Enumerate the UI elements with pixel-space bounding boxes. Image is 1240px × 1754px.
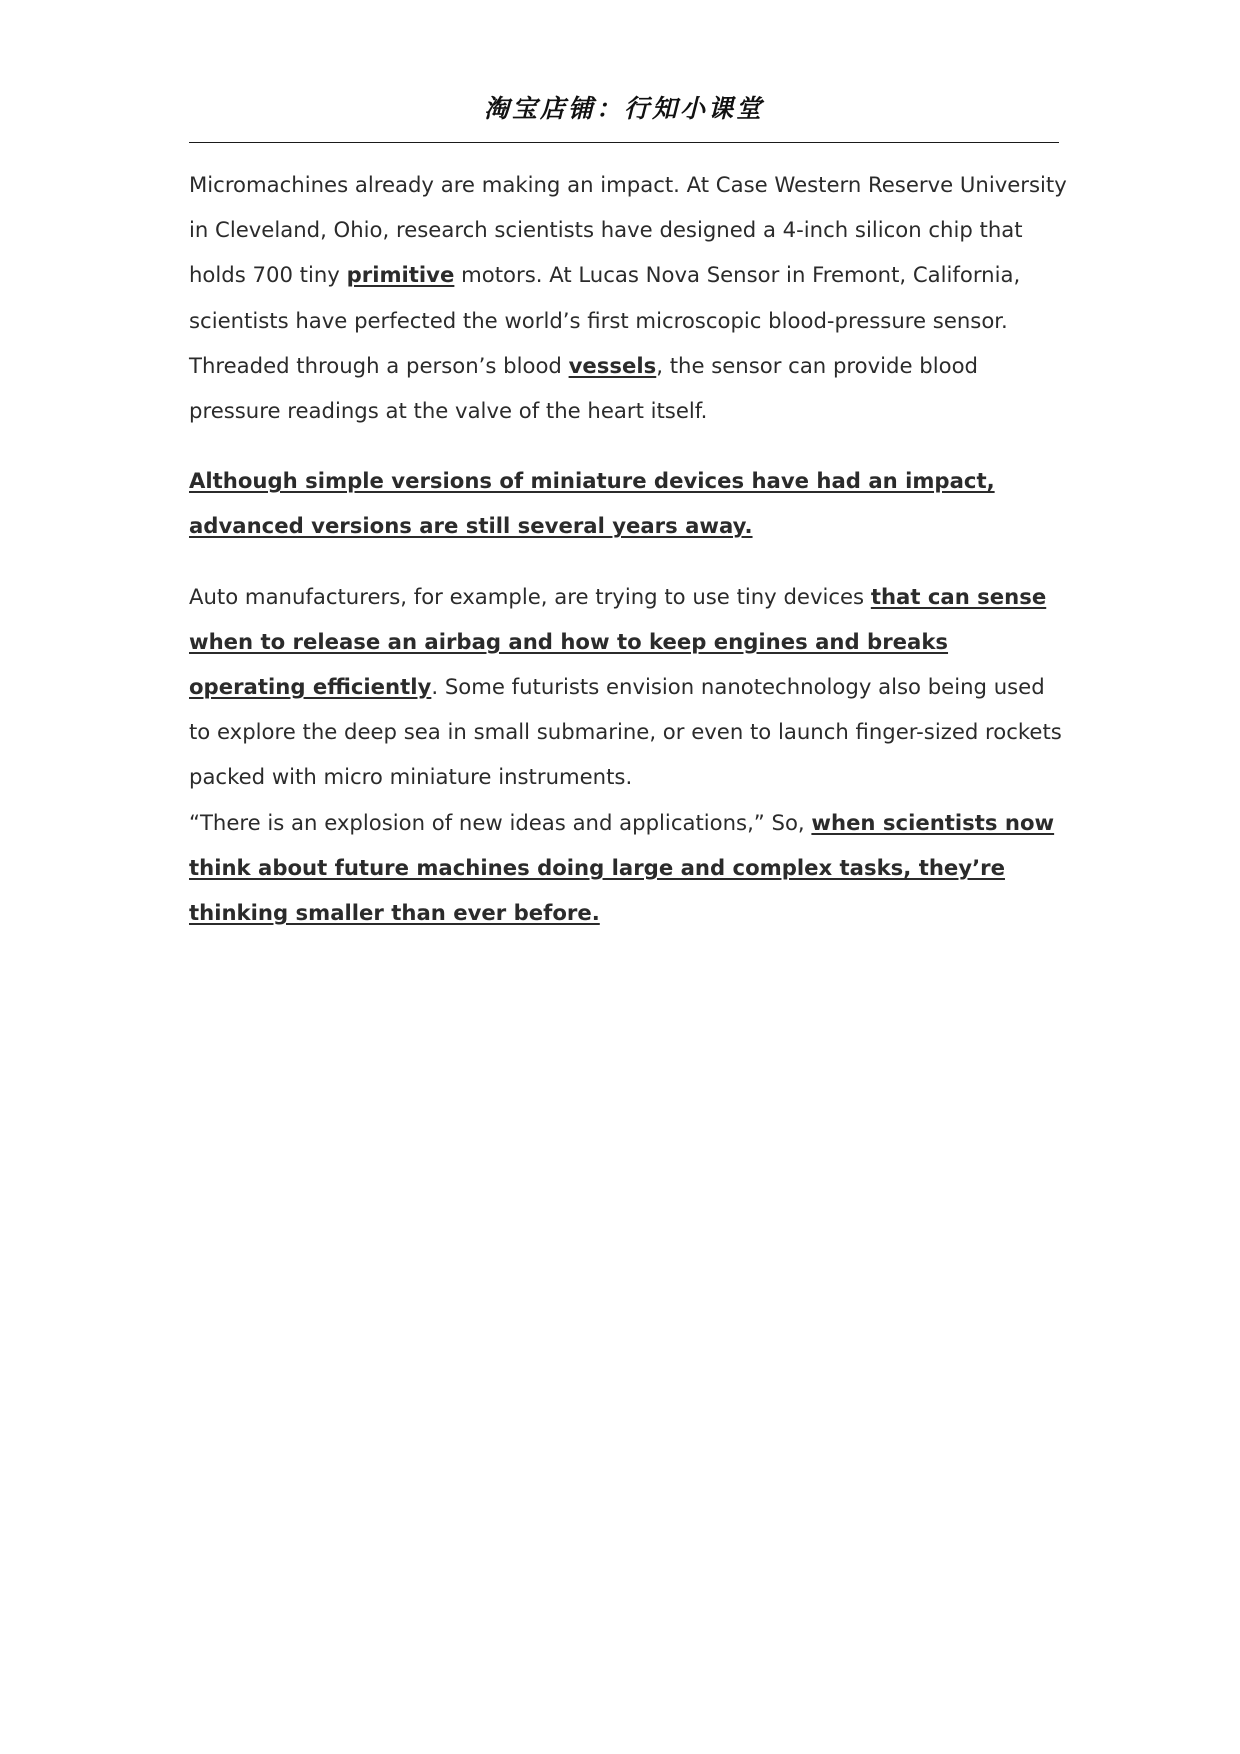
paragraph-3-text-a: Auto manufacturers, for example, are trying to use tiny devices — [189, 583, 871, 609]
highlight-primitive: primitive — [346, 262, 455, 288]
paragraph-4 — [189, 800, 1067, 936]
paragraph-1-text-a: Micromachines already are making an impact. At Case Western Reserve University in Cleveland, Ohio, research scientists have designed a 4-inch silicon chip that holds 700 tiny — [189, 172, 1067, 288]
header-title: 淘宝店铺：行知小课堂 — [483, 94, 764, 123]
paragraph-4-text-a: “There is an explosion of new ideas and applications,” So, — [189, 809, 812, 835]
paragraph-2 — [189, 458, 1067, 548]
paragraph-1-text-b: motors. At Lucas Nova Sensor in Fremont, California, scientists have perfected the world’s first microscopic blood-pressure sensor. Threaded through a person’s blood — [189, 262, 1021, 378]
paragraph-3-text-b: . Some futurists envision nanotechnology also being used to explore the deep sea in small submarine, or even to launch finger-sized rockets packed with micro miniature instruments. — [189, 674, 1062, 790]
highlight-conclusion: when scientists now think about future machines doing large and complex tasks, they’re thinking smaller than ever before. — [189, 809, 1055, 926]
paragraph-1-text-c: , the sensor can provide blood pressure readings at the valve of the heart itself. — [189, 352, 978, 424]
page-header — [189, 92, 1059, 143]
paragraph-1 — [189, 162, 1067, 433]
highlight-vessels: vessels — [568, 352, 657, 378]
highlight-key-sentence: Although simple versions of miniature devices have had an impact, advanced versions are still several years away. — [189, 468, 995, 539]
document-body — [189, 162, 1067, 935]
highlight-airbag-sentence: that can sense when to release an airbag and how to keep engines and breaks operating efficiently — [189, 583, 1047, 700]
paragraph-3 — [189, 574, 1067, 800]
